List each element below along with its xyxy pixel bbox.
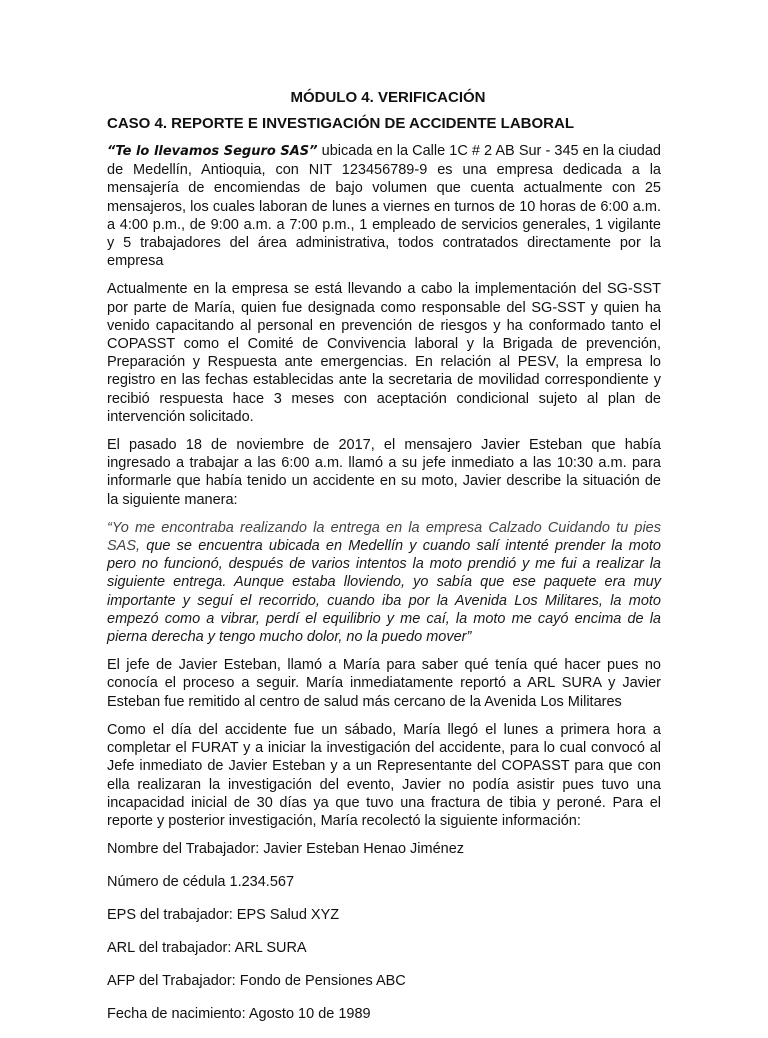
worker-quote bbox=[107, 519, 661, 646]
paragraph-accident-date: El pasado 18 de noviembre de 2017, el mensajero Javier Esteban que había ingresado a trabajar a las 6:00 a.m. llamó a su jefe inmediato a las 10:30 a.m. para informarle que había tenido un accidente en su moto, Javier describe la situación de la siguiente manera: bbox=[107, 437, 661, 508]
worker-quote-text: que se encuentra ubicada en Medellín y cuando salí intenté prender la moto pero no funcionó, después de varios intentos la moto prendió y me fui a realizar la siguiente entrega. Aunque estaba lloviendo, yo sabía que ese paquete era muy importante y seguí el recorrido, cuando iba por la Avenida Los Militares, la moto empezó como a vibrar, perdí el equilibrio y me caí, la moto me cayó encima de la pierna derecha y tengo mucho dolor, no la puedo mover” bbox=[107, 538, 661, 646]
info-worker-name: Nombre del Trabajador: Javier Esteban Henao Jiménez bbox=[107, 841, 465, 858]
module-title: MÓDULO 4. VERIFICACIÓN bbox=[290, 89, 486, 106]
paragraph-company-intro bbox=[107, 142, 661, 270]
info-afp: AFP del Trabajador: Fondo de Pensiones ABC bbox=[107, 973, 406, 990]
info-eps: EPS del trabajador: EPS Salud XYZ bbox=[107, 907, 340, 924]
document-page bbox=[107, 88, 661, 1038]
paragraph-investigation: Como el día del accidente fue un sábado, María llegó el lunes a primera hora a completar el FURAT y a iniciar la investigación del accidente, para lo cual convocó al Jefe inmediato de Javier Esteban y a un Representante del COPASST para que con ella realizaran la investigación del evento, Javier no podía asistir pues tuvo una incapacidad inicial de 30 días ya que tuvo una fractura de tibia y peroné. Para el reporte y posterior investigación, María recolectó la siguiente información: bbox=[107, 721, 661, 829]
worker-quote-opening: “Yo me encontraba realizando la entrega en la empresa Calzado Cuidando tu pies SAS, bbox=[107, 519, 661, 555]
paragraph-report: El jefe de Javier Esteban, llamó a María para saber qué tenía qué hacer pues no conocía el proceso a seguir. María inmediatamente reportó a ARL SURA y Javier Esteban fue remitido al centro de salud más cercano de la Avenida Los Militares bbox=[107, 657, 661, 710]
company-name: “Te lo llevamos Seguro SAS” bbox=[107, 144, 318, 159]
info-birth-date: Fecha de nacimiento: Agosto 10 de 1989 bbox=[107, 1006, 371, 1023]
info-arl: ARL del trabajador: ARL SURA bbox=[107, 940, 307, 957]
info-id-number: Número de cédula 1.234.567 bbox=[107, 874, 295, 891]
paragraph-sgsst: Actualmente en la empresa se está llevando a cabo la implementación del SG-SST por parte de María, quien fue designada como responsable del SG-SST y quien ha venido capacitando al personal en prevención de riesgos y ha conformado tanto el COPASST como el Comité de Convivencia laboral y la Brigada de prevención, Preparación y Respuesta ante emergencias. En relación al PESV, la empresa lo registro en las fechas establecidas ante la secretaria de movilidad correspondiente y recibió respuesta hace 3 meses con aceptación condicional sujeto al plan de intervención solicitado. bbox=[107, 281, 661, 425]
paragraph-company-intro-text: ubicada en la Calle 1C # 2 AB Sur - 345 en la ciudad de Medellín, Antioquia, con NIT 123456789-9 es una empresa dedicada a la mensajería de encomiendas de bajo volumen que cuenta actualmente con 25 mensajeros, los cuales laboran de lunes a viernes en turnos de 10 horas de 6:00 a.m. a 4:00 p.m., de 9:00 a.m. a 7:00 p.m., 1 empleado de servicios generales, 1 vigilante y 5 trabajadores del área administrativa, todos contratados directamente por la empresa bbox=[107, 143, 661, 270]
case-title: CASO 4. REPORTE E INVESTIGACIÓN DE ACCIDENTE LABORAL bbox=[107, 115, 574, 132]
